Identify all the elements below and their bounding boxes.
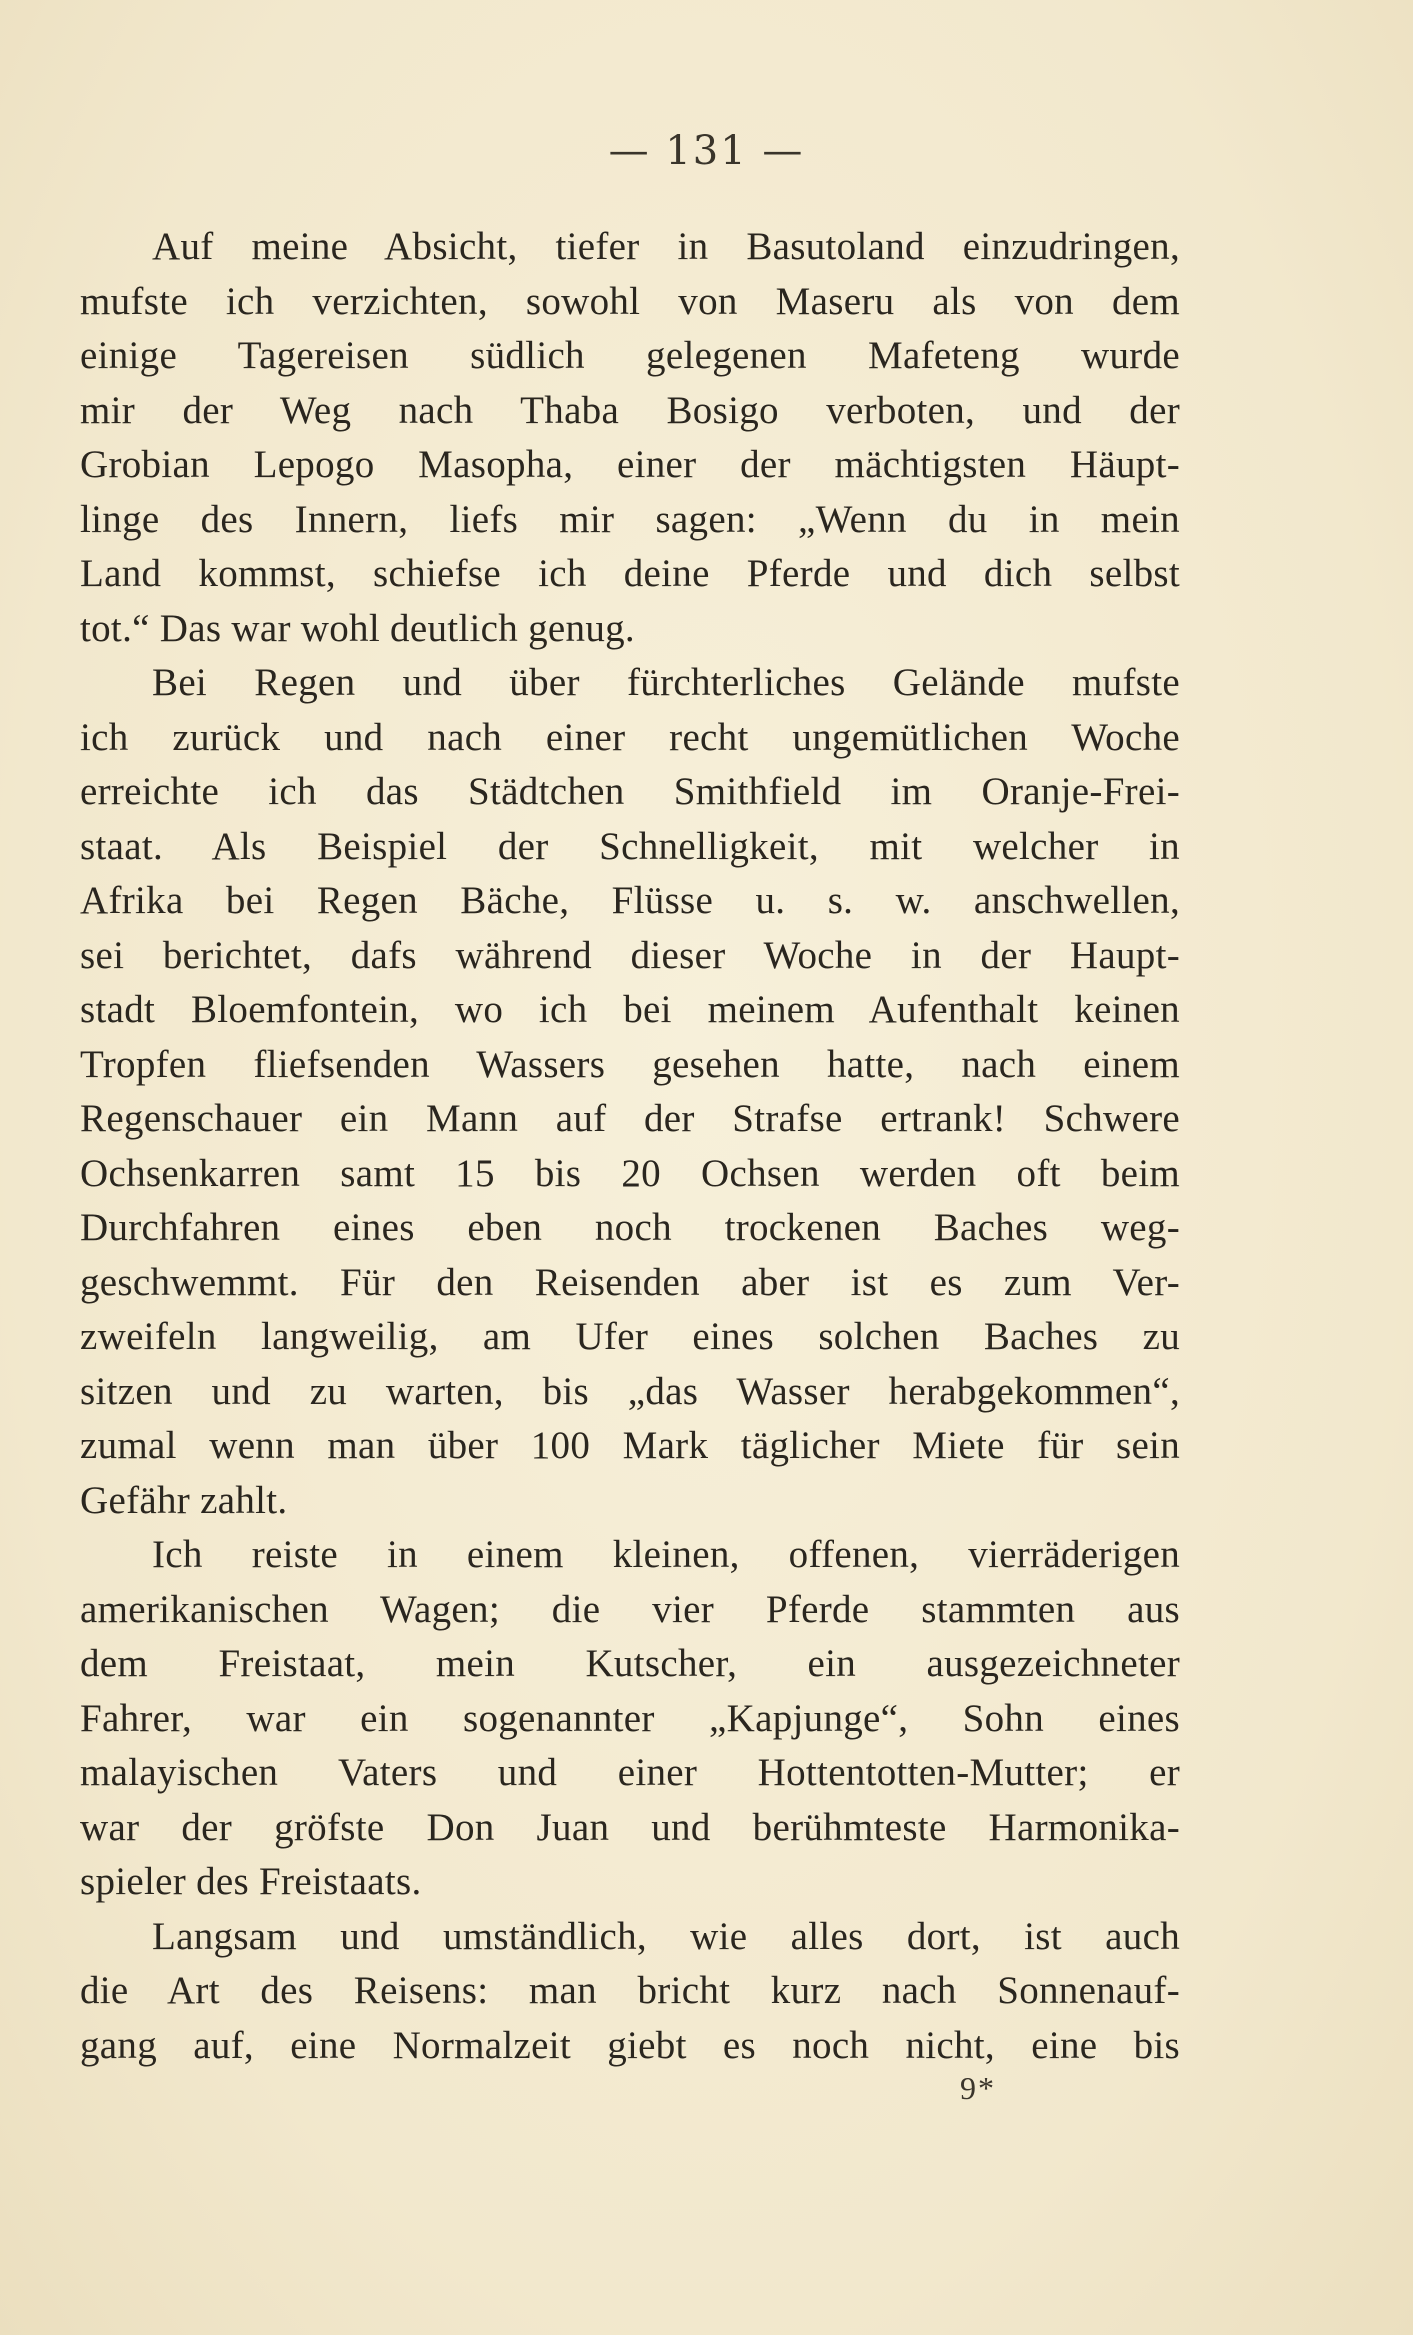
text-line: Ich reiste in einem kleinen, offenen, vierräderigen — [152, 1533, 1180, 1576]
text-line: spieler des Freistaats. — [80, 1860, 422, 1903]
text-line: Durchfahren eines eben noch trockenen Baches weg- — [80, 1206, 1180, 1249]
text-line: einige Tagereisen südlich gelegenen Mafeteng wurde — [80, 334, 1180, 377]
text-line: geschwemmt. Für den Reisenden aber ist es zum Ver- — [80, 1260, 1180, 1304]
text-line: Bei Regen und über fürchterliches Gelände mufste — [152, 661, 1180, 704]
text-line: zumal wenn man über 100 Mark täglicher Miete für sein — [80, 1424, 1180, 1467]
signature-mark: 9* — [960, 2070, 996, 2106]
text-line: Afrika bei Regen Bäche, Flüsse u. s. w. anschwellen, — [80, 879, 1180, 922]
text-line: mufste ich verzichten, sowohl von Maseru als von dem — [80, 279, 1180, 323]
text-line: zweifeln langweilig, am Ufer eines solchen Baches zu — [80, 1315, 1180, 1358]
text-line: dem Freistaat, mein Kutscher, ein ausgezeichneter — [80, 1642, 1180, 1685]
body-text — [80, 220, 1180, 2073]
text-line: Grobian Lepogo Masopha, einer der mächtigsten Häupt- — [80, 443, 1180, 486]
text-line: mir der Weg nach Thaba Bosigo verboten, und der — [80, 388, 1180, 432]
page-number: — 131 — — [608, 128, 805, 174]
text-line: gang auf, eine Normalzeit giebt es noch nicht, eine bis — [80, 2023, 1180, 2067]
text-line: Auf meine Absicht, tiefer in Basutoland einzudringen, — [152, 225, 1180, 268]
text-line: amerikanischen Wagen; die vier Pferde stammten aus — [80, 1587, 1180, 1631]
text-line: malayischen Vaters und einer Hottentotten-Mutter; er — [80, 1751, 1180, 1794]
text-line: sei berichtet, dafs während dieser Woche in der Haupt- — [80, 933, 1180, 977]
text-line: ich zurück und nach einer recht ungemütlichen Woche — [80, 715, 1180, 759]
text-line: staat. Als Beispiel der Schnelligkeit, mit welcher in — [80, 824, 1180, 868]
text-line: Ochsenkarren samt 15 bis 20 Ochsen werden oft beim — [80, 1151, 1180, 1195]
text-line: war der gröfste Don Juan und berühmteste Harmonika- — [80, 1805, 1180, 1849]
text-line: Gefähr zahlt. — [80, 1478, 288, 1522]
text-line: Langsam und umständlich, wie alles dort, ist auch — [152, 1914, 1180, 1958]
text-line: linge des Innern, liefs mir sagen: „Wenn du in mein — [80, 497, 1180, 541]
text-line: Tropfen fliefsenden Wassers gesehen hatte, nach einem — [80, 1042, 1180, 1086]
text-line: die Art des Reisens: man bricht kurz nach Sonnenauf- — [80, 1969, 1180, 2012]
text-line: erreichte ich das Städtchen Smithfield im Oranje-Frei- — [80, 770, 1180, 813]
text-line: Regenschauer ein Mann auf der Strafse ertrank! Schwere — [80, 1097, 1180, 1140]
text-line: Land kommst, schiefse ich deine Pferde und dich selbst — [80, 552, 1180, 595]
text-line: sitzen und zu warten, bis „das Wasser herabgekommen“, — [80, 1369, 1180, 1413]
text-line: Fahrer, war ein sogenannter „Kapjunge“, Sohn eines — [80, 1696, 1180, 1740]
text-line: stadt Bloemfontein, wo ich bei meinem Aufenthalt keinen — [80, 988, 1180, 1031]
text-line: tot.“ Das war wohl deutlich genug. — [80, 606, 635, 650]
